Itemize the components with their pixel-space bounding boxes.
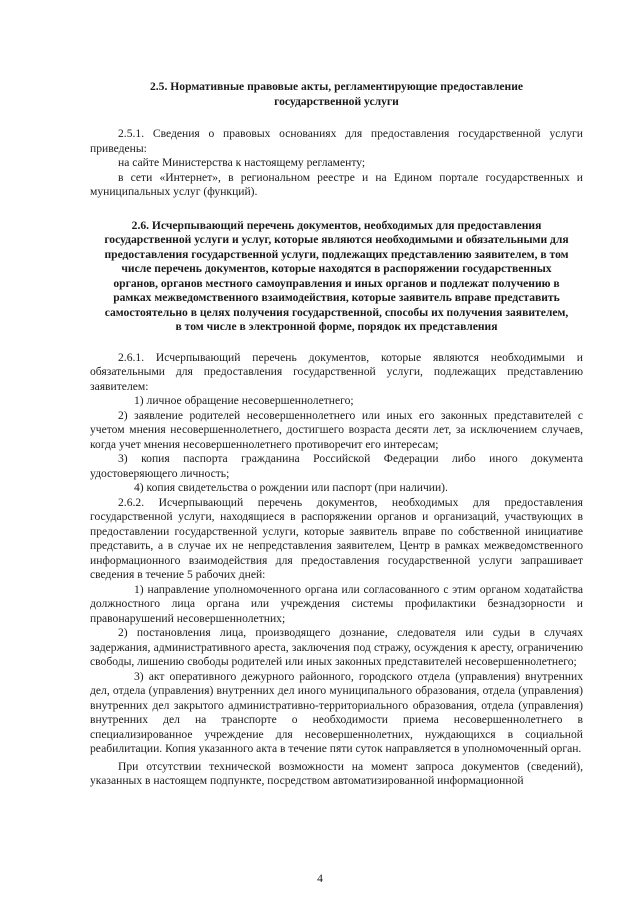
section-2-5-heading [90,80,583,109]
paragraph-2-6-1: 2.6.1. Исчерпывающий перечень документов, которые являются необходимыми и обязательными для предоставления государственной услуги, подлежащих представлению заявителем: [90,350,583,393]
list-item: 4) копия свидетельства о рождении или паспорт (при наличии). [134,481,448,494]
list-item: 3) копия паспорта гражданина Российской Федерации либо иного документа удостоверяющего личность; [90,452,583,480]
section-2-6-heading [90,219,583,335]
section-2-5-heading-line: 2.5. Нормативные правовые акты, регламентирующие предоставление [149,80,524,93]
list-item: 1) личное обращение несовершеннолетнего; [134,394,354,407]
section-2-6-heading-line: рамках межведомственного взаимодействия, которые заявитель вправе представить [113,291,560,304]
section-2-5-heading-line: государственной услуги [274,94,399,108]
section-2-5-body [90,127,583,200]
section-2-6-heading-line: предоставления государственной услуги, подлежащих представлению заявителем, в том [104,247,569,261]
section-2-6-heading-line: 2.6. Исчерпывающий перечень документов, необходимых для предоставления [131,218,542,232]
page-number: 4 [317,872,323,885]
section-2-6-heading-line: в том числе в электронной форме, порядок их представления [175,320,498,333]
list-item: 2) постановления лица, производящего дознание, следователя или судьи в случаях задержания, административного ареста, заключения под стражу, осуждения к аресту, ограничению свободы, лишению свободы родителей или иных законных представителей несовершеннолетнего; [90,626,583,668]
paragraph-2-5-1: 2.5.1. Сведения о правовых основаниях для предоставления государственной услуги приведены: [90,127,583,155]
section-2-6-heading-line: самостоятельно в целях получения государственной, способы их получения заявителем, [104,305,569,319]
list-item: 3) акт оперативного дежурного районного, городского отдела (управления) внутренних дел, отдела (управления) внутренних дел иного муниципального образования, отдела (управления) внутренних дел закрытого административно-территориального образования, отдела (управления) внутренних дел на транспорте о необходимости приема несовершеннолетнего в специализированное учреждение для несовершеннолетних, нуждающихся в социальной реабилитации. Копия указанного акта в течение пяти суток направляется в уполномоченный орган. [90,669,583,755]
section-2-6-heading-line: органов, органов местного самоуправления и иных органов и подлежат получению в [113,276,560,290]
paragraph-ministry-site: на сайте Министерства к настоящему регламенту; [118,156,366,169]
section-2-6-heading-line: государственной услуги и услуг, которые являются необходимыми и обязательными для [104,233,569,246]
section-2-6-body [90,351,583,789]
paragraph-internet: в сети «Интернет», в региональном реестре и на Едином портале государственных и муниципальных услуг (функций). [90,170,583,198]
list-item: 1) направление уполномоченного органа или согласованного с этим органом ходатайства должностного лица органа или учреждения системы профилактики безнадзорности и правонарушений несовершеннолетних; [90,582,583,625]
paragraph-technical-possibility: При отсутствии технической возможности на момент запроса документов (сведений), указанных в настоящем подпункте, посредством автоматизированной информационной [90,759,583,787]
list-item: 2) заявление родителей несовершеннолетнего или иных его законных представителей с учетом мнения несовершеннолетнего, достигшего возраста десяти лет, за исключением случаев, когда учет мнения несовершеннолетнего противоречит его интересам; [90,408,583,451]
paragraph-2-6-2: 2.6.2. Исчерпывающий перечень документов, необходимых для предоставления государственной услуги, находящиеся в распоряжении органов и организаций, участвующих в предоставлении государственной услуги, которые заявитель вправе по собственной инициативе представить, а в случае их не непредставления заявителем, Центр в рамках межведомственного информационного взаимодействия для предоставления государственной услуги запрашивает сведения в течение 5 рабочих дней: [90,495,583,581]
section-2-6-heading-line: числе перечень документов, которые находятся в распоряжении государственных [121,262,552,275]
